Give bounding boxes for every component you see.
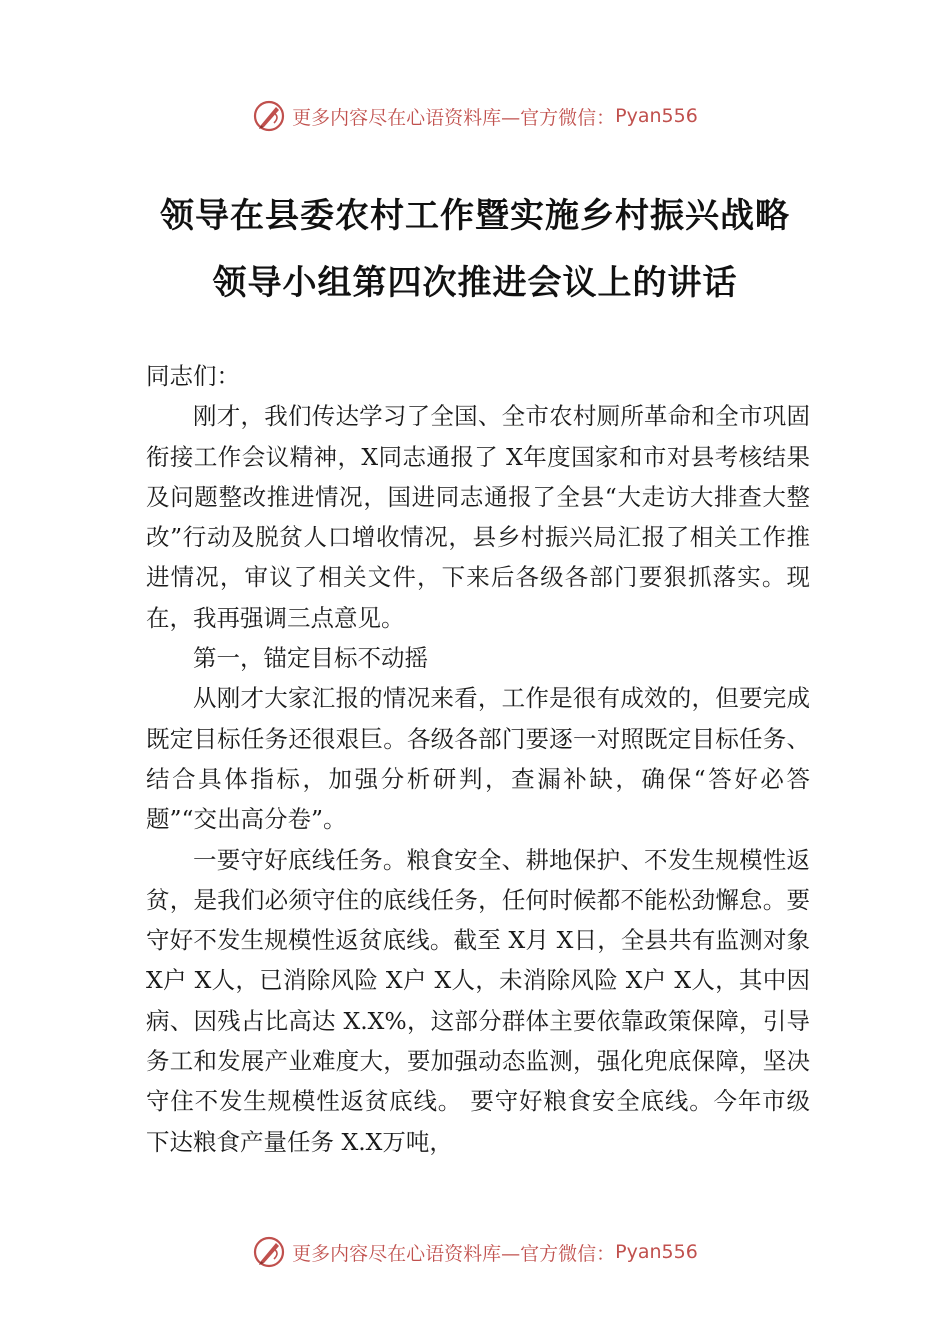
- document-body: [146, 356, 810, 1162]
- paragraph: 从刚才大家汇报的情况来看，工作是很有成效的，但要完成既定目标任务还很艰巨。各级各部门要逐一对照既定目标任务、结合具体指标，加强分析研判，查漏补缺，确保“答好必答题”“交出高分卷”。: [146, 684, 810, 834]
- quill-pen-logo-icon: [252, 99, 286, 133]
- watermark-text: 更多内容尽在心语资料库—官方微信：: [292, 1242, 616, 1265]
- paragraph: 一要守好底线任务。粮食安全、耕地保护、不发生规模性返贫，是我们必须守住的底线任务，任何时候都不能松劲懈怠。要守好不发生规模性返贫底线。截至 X月 X日，全县共有监测对象 X户 X人，已消除风险 X户 X人，未消除风险 X户 X人，其中因病、因残占比高达 X.X%，这部分群体主要依靠政策保障，引导务工和发展产业难度大，要加强动态监测，强化兜底保障，坚决守住不发生规模性返贫底线。 要守好粮食安全底线。今年市级下达粮食产量任务 X.X万吨，: [146, 845, 810, 1156]
- section-heading: 第一，锚定目标不动摇: [193, 644, 428, 673]
- paragraph: 刚才，我们传达学习了全国、全市农村厕所革命和全市巩固衔接工作会议精神，X同志通报了 X年度国家和市对县考核结果及问题整改推进情况，国进同志通报了全县“大走访大排查大整改”行动及脱贫人口增收情况，县乡村振兴局汇报了相关工作推进情况，审议了相关文件，下来后各级各部门要狠抓落实。现在，我再强调三点意见。: [146, 402, 810, 632]
- salutation: 同志们：: [146, 362, 240, 390]
- watermark-handle: Pyan556: [615, 1241, 698, 1263]
- document-title-line-2: 领导小组第四次推进会议上的讲话: [212, 263, 738, 303]
- watermark-text: 更多内容尽在心语资料库—官方微信：: [292, 106, 616, 129]
- quill-pen-logo-icon: [252, 1235, 286, 1269]
- watermark-handle: Pyan556: [615, 105, 698, 127]
- document-title-line-1: 领导在县委农村工作暨实施乡村振兴战略: [160, 196, 790, 236]
- watermark-banner-bottom: [0, 1232, 950, 1272]
- watermark-banner-top: [0, 96, 950, 136]
